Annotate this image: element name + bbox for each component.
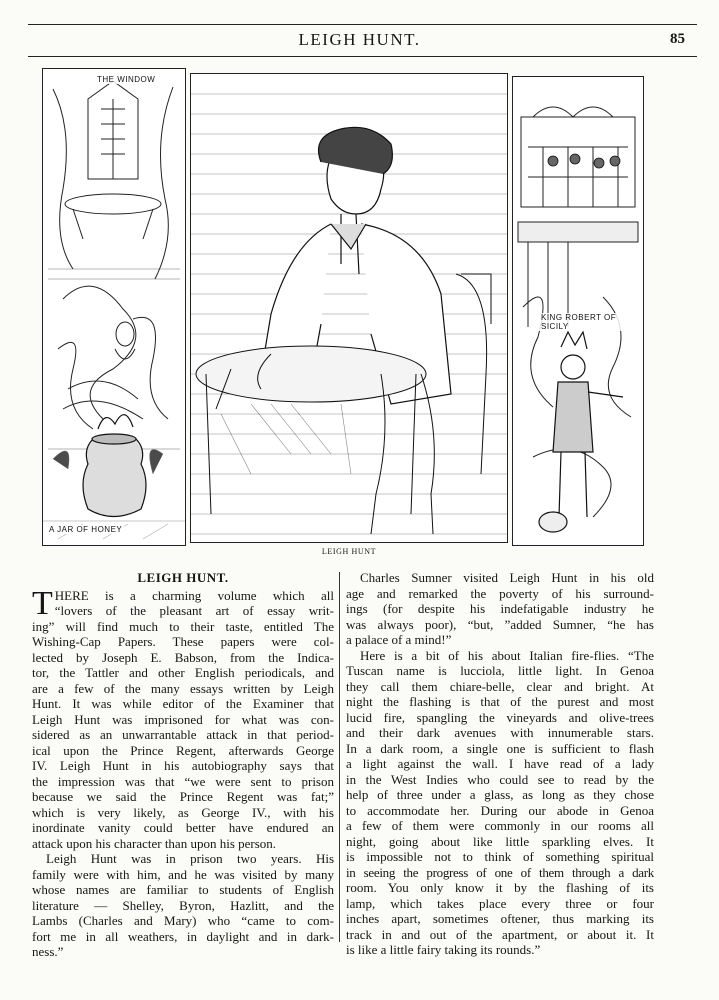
text-line: a palace of a mind!” bbox=[346, 632, 452, 647]
text-line: Charles Sumner visited Leigh Hunt in his old bbox=[360, 570, 654, 585]
text-line: fort me in all weathers, in daylight and in dark- bbox=[32, 928, 334, 944]
text-line: and their dark avenues with innumerable stars. bbox=[346, 725, 654, 740]
text-line: is like a little fairy taking its rounds.” bbox=[346, 942, 541, 957]
text-line: In a dark room, a single one is sufficient to flash bbox=[346, 740, 654, 756]
text-line: Here is a bit of his about Italian fire-flies. “The bbox=[360, 647, 654, 663]
text-line: ness.” bbox=[32, 944, 64, 959]
left-vignette-panel bbox=[42, 68, 186, 546]
text-line: Leigh Hunt was in prison two years. His bbox=[46, 851, 334, 866]
text-line: lucid fire, spangling the vineyards and olive-trees bbox=[346, 709, 654, 725]
text-line: age and remarked the poverty of his surround- bbox=[346, 585, 654, 601]
text-line: whose names are familiar to students of English bbox=[32, 882, 334, 897]
king-robert-of-sicily-illustration bbox=[513, 77, 643, 545]
honey-jar-label: A JAR OF HONEY bbox=[49, 525, 123, 534]
column-divider bbox=[339, 572, 340, 942]
text-line: which is very likely, as George IV., with his bbox=[32, 804, 334, 820]
text-line: was always poor), “but, ”added Sumner, “he has bbox=[346, 616, 654, 632]
text-line: lamp, which takes place every three or four bbox=[346, 895, 654, 911]
portrait-panel bbox=[190, 73, 508, 543]
page-number: 85 bbox=[670, 31, 685, 47]
text-line: tor, the Tattler and other English periodicals, and bbox=[32, 665, 334, 680]
text-line: lected by Joseph E. Babson, from the Indica- bbox=[32, 649, 334, 665]
text-line: night, going about like little sparkling elves. It bbox=[346, 833, 654, 849]
text-line: help of three under a glass, as long as they chose bbox=[346, 787, 654, 802]
text-line: they call them chiare-belle, clear and bright. At bbox=[346, 678, 654, 694]
right-text-column bbox=[346, 570, 654, 958]
header-bottom-rule bbox=[28, 56, 697, 57]
drop-cap: T bbox=[32, 584, 53, 622]
text-line: sidered as an unwarrantable attack in that period- bbox=[32, 727, 334, 742]
text-line: in seeing the progress of one of them through a dark bbox=[346, 864, 654, 880]
text-line: literature — Shelley, Byron, Hazlitt, and the bbox=[32, 897, 334, 913]
text-line: room. You only know it by the flashing of its bbox=[346, 880, 654, 895]
window-and-honey-jar-illustration bbox=[43, 69, 185, 545]
text-line: attack upon his character than upon his person. bbox=[32, 835, 277, 851]
text-line: ical upon the Prince Regent, afterwards George bbox=[32, 742, 334, 758]
left-text-column bbox=[32, 570, 334, 960]
text-line: are a few of the many essays written by Leigh bbox=[32, 680, 334, 696]
text-line: Wishing-Cap Papers. These papers were col- bbox=[32, 634, 334, 649]
header-top-rule bbox=[28, 24, 697, 25]
leigh-hunt-portrait bbox=[191, 74, 507, 542]
text-line: Tuscan name is lucciola, little light. In Genoa bbox=[346, 663, 654, 678]
text-line: inches apart, sometimes oftener, thus marking its bbox=[346, 911, 654, 926]
text-line: HERE is a charming volume which all bbox=[54, 587, 334, 603]
right-vignette-panel bbox=[512, 76, 644, 546]
text-line: because we said the Prince Regent was fat;” bbox=[32, 789, 334, 804]
text-line: in the West Indies who could see to read by the bbox=[346, 771, 654, 787]
text-line: family were with him, and he was visited by many bbox=[32, 866, 334, 882]
text-line: IV. Leigh Hunt in his autobiography says that bbox=[32, 758, 334, 773]
text-line: a light against the wall. I have read of a lady bbox=[346, 756, 654, 771]
portrait-caption: LEIGH HUNT bbox=[321, 547, 377, 556]
text-line: the impression was that “we were sent to prison bbox=[32, 773, 334, 789]
text-line: a few of them were commonly in our rooms all bbox=[346, 818, 654, 833]
article-title: LEIGH HUNT. bbox=[137, 570, 229, 585]
text-line: “lovers of the pleasant art of essay writ- bbox=[54, 603, 334, 618]
text-line: night the flashing is that of the purest and most bbox=[346, 694, 654, 709]
text-line: Leigh Hunt was imprisoned for what was con- bbox=[32, 711, 334, 727]
text-line: to accommodate her. During our abode in Genoa bbox=[346, 802, 654, 818]
text-line: ing” will find much to their taste, entitled The bbox=[32, 618, 334, 634]
running-title: LEIGH HUNT. bbox=[298, 30, 421, 49]
text-line: Hunt. It was while editor of the Examiner that bbox=[32, 696, 334, 711]
text-line: track in and out of the apartment, or about it. It bbox=[346, 926, 654, 942]
text-line: is impossible not to think of something spiritual bbox=[346, 849, 654, 864]
window-label: THE WINDOW bbox=[97, 75, 156, 84]
text-line: ings (for despite his indefatigable industry he bbox=[346, 601, 654, 616]
king-robert-label: KING ROBERT OF SICILY bbox=[539, 313, 643, 331]
text-line: inordinate vanity could better have endured an bbox=[32, 820, 334, 835]
text-line: Lambs (Charles and Mary) who “came to com- bbox=[32, 913, 334, 928]
